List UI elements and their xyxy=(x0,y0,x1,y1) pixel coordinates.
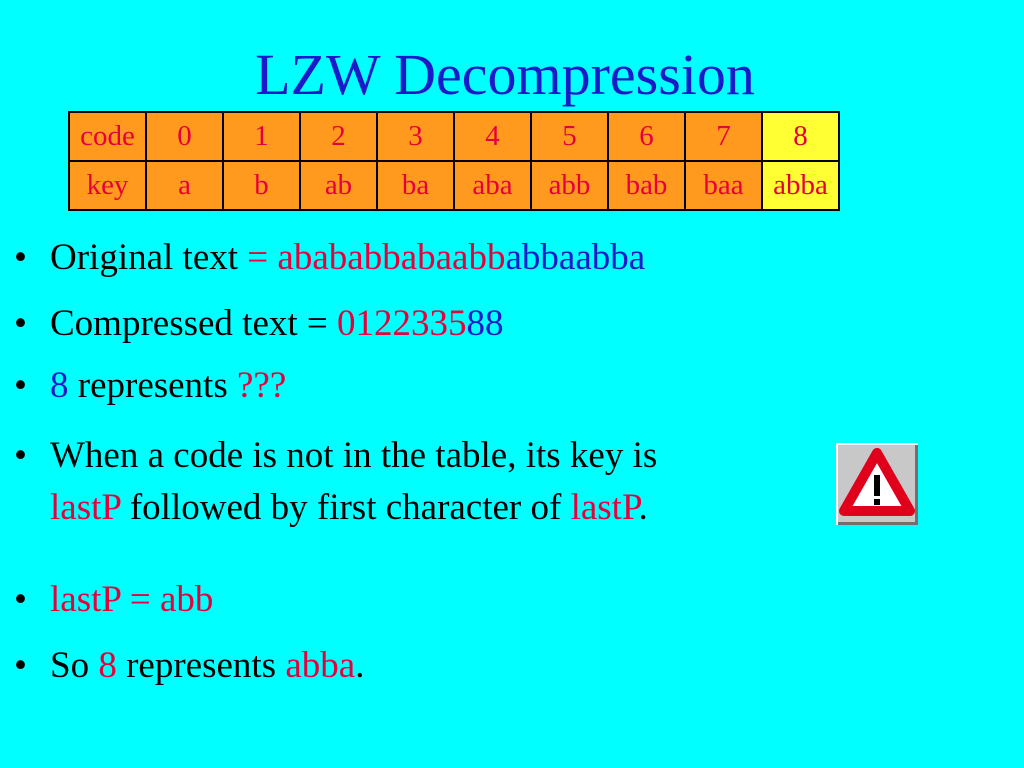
lzw-dictionary-table xyxy=(68,111,840,211)
compressed-text-red: 0122335 xyxy=(337,303,467,344)
code-cell: 1 xyxy=(223,112,300,161)
code-cell: 0 xyxy=(146,112,223,161)
key-cell: baa xyxy=(685,161,762,210)
key-cell: a xyxy=(146,161,223,210)
key-cell: ba xyxy=(377,161,454,210)
lastp-value: lastP = abb xyxy=(50,579,214,620)
code-cell-highlighted: 8 xyxy=(762,112,839,161)
code-cell: 4 xyxy=(454,112,531,161)
key-cell: bab xyxy=(608,161,685,210)
bullet-dot: • xyxy=(14,579,27,620)
bullet-text: represents xyxy=(116,645,286,686)
code-number: 8 xyxy=(98,645,117,686)
bullet-dot: • xyxy=(14,645,27,686)
lastp-term: lastP xyxy=(50,487,121,528)
code-cell: 5 xyxy=(531,112,608,161)
code-row xyxy=(69,112,839,161)
bullet-text: represents xyxy=(68,365,237,406)
warning-triangle-icon xyxy=(836,443,918,525)
code-cell: 2 xyxy=(300,112,377,161)
period: . xyxy=(355,645,365,686)
slide-title: LZW Decompression xyxy=(255,42,755,107)
question-marks: ??? xyxy=(237,365,287,406)
code-number: 8 xyxy=(50,365,69,406)
key-cell: b xyxy=(223,161,300,210)
original-text-blue: abbaabba xyxy=(505,237,646,278)
row-label-code: code xyxy=(69,112,146,161)
original-text-red: abababbabaabb xyxy=(277,237,506,278)
decoded-value: abba xyxy=(285,645,356,686)
rule-line-2: followed by first character of xyxy=(120,487,571,528)
key-row xyxy=(69,161,839,210)
key-cell: abb xyxy=(531,161,608,210)
key-cell: aba xyxy=(454,161,531,210)
bullet-dot: • xyxy=(14,303,27,344)
code-cell: 6 xyxy=(608,112,685,161)
compressed-text-blue: 88 xyxy=(466,303,504,344)
bullet-text: Compressed text = xyxy=(50,303,338,344)
warning-icon xyxy=(836,443,918,525)
row-label-key: key xyxy=(69,161,146,210)
lastp-term: lastP xyxy=(570,487,639,528)
bullet-text: So xyxy=(50,645,99,686)
bullet-dot: • xyxy=(14,237,27,278)
bullet-text: Original text xyxy=(50,237,239,278)
key-cell: ab xyxy=(300,161,377,210)
key-cell-highlighted: abba xyxy=(762,161,839,210)
bullet-dot: • xyxy=(14,435,27,476)
bullet-dot: • xyxy=(14,365,27,406)
equals-sign: = xyxy=(238,237,278,278)
rule-line-1: When a code is not in the table, its key is xyxy=(50,435,658,476)
period: . xyxy=(638,487,648,528)
code-cell: 3 xyxy=(377,112,454,161)
code-cell: 7 xyxy=(685,112,762,161)
